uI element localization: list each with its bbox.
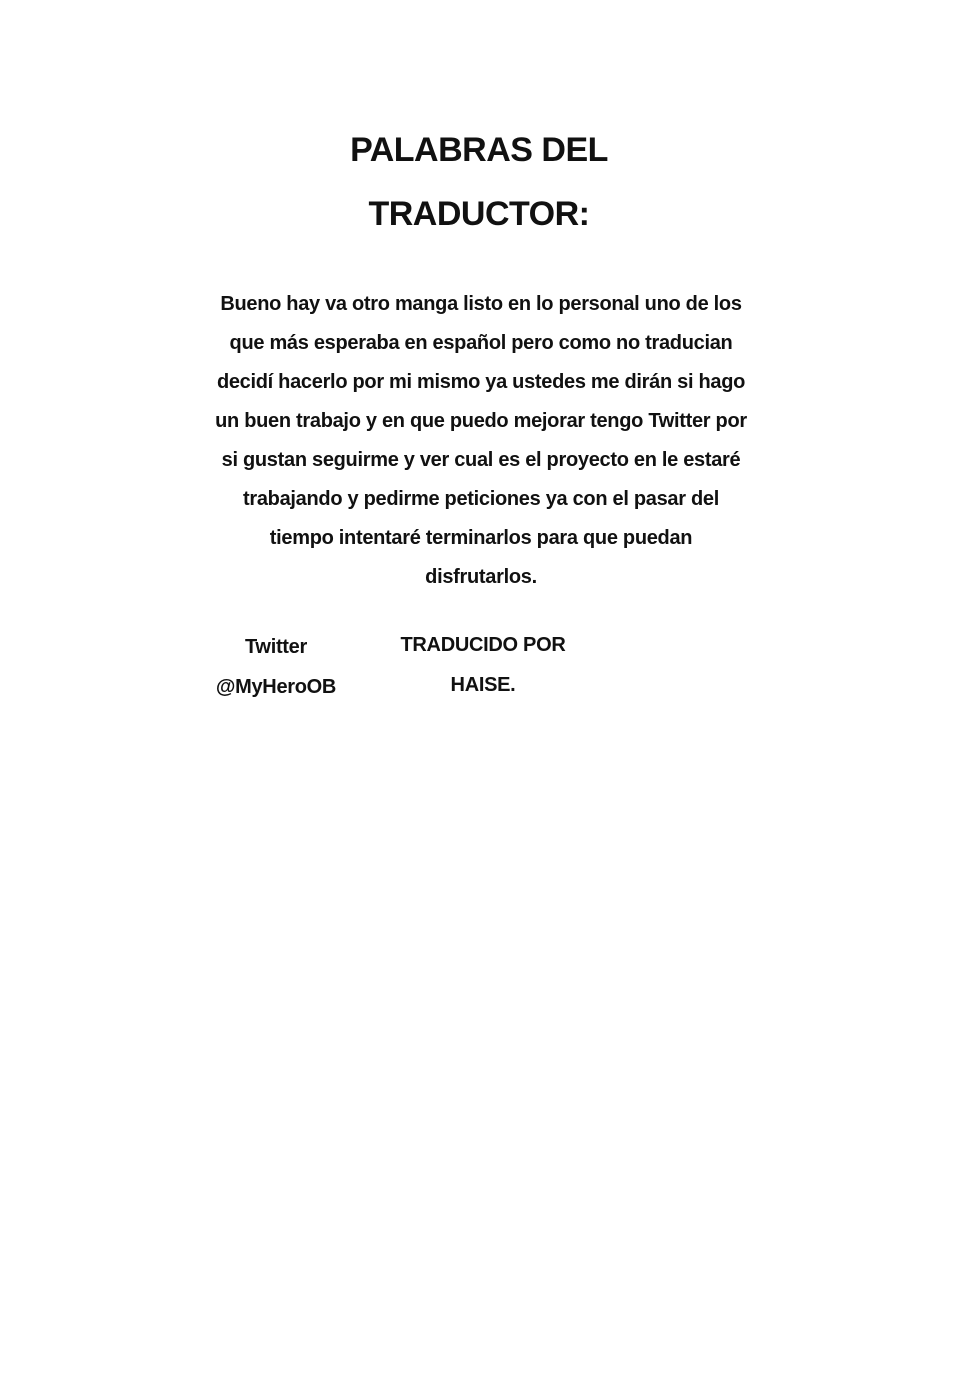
translator-name: HAISE. <box>450 674 516 696</box>
twitter-credit <box>196 627 356 707</box>
note-line: tiempo intentaré terminarlos para que puedan <box>269 527 693 549</box>
note-line: un buen trabajo y en que puedo mejorar tengo Twitter por <box>215 410 747 432</box>
twitter-handle: @MyHeroOB <box>215 676 337 698</box>
note-line: si gustan seguirme y ver cual es el proyecto en le estaré <box>221 449 741 471</box>
translator-credit <box>383 625 583 705</box>
translated-by-label: TRADUCIDO POR <box>400 634 566 656</box>
note-line: trabajando y pedirme peticiones ya con el pasar del <box>243 488 719 510</box>
twitter-label: Twitter <box>245 636 307 658</box>
note-line: que más esperaba en español pero como no traducian <box>229 332 733 354</box>
page-title <box>0 118 958 246</box>
title-line-2: TRADUCTOR: <box>368 195 590 233</box>
note-line: Bueno hay va otro manga listo en lo personal uno de los <box>220 293 742 315</box>
title-line-1: PALABRAS DEL <box>350 131 608 169</box>
note-line: disfrutarlos. <box>425 566 537 588</box>
note-line: decidí hacerlo por mi mismo ya ustedes me dirán si hago <box>216 371 746 393</box>
translator-note <box>200 285 762 597</box>
